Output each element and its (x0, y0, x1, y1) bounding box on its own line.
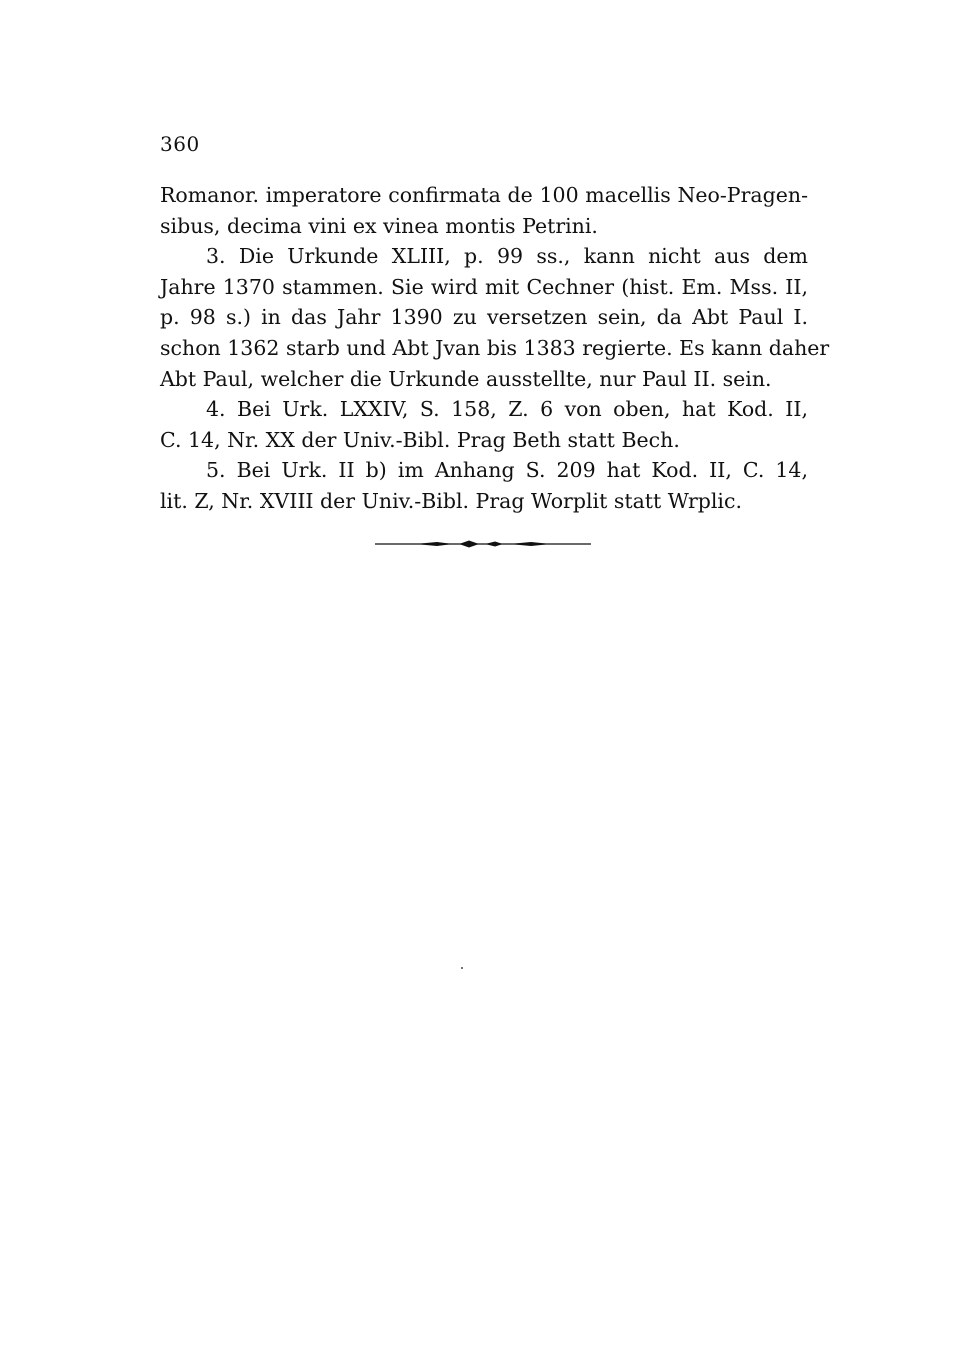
page-number: 360 (160, 132, 200, 156)
ornament-divider (375, 537, 591, 551)
text-line-2: sibus, decima vini ex vinea montis Petrini. (160, 213, 598, 238)
text-line-5: p. 98 s.) in das Jahr 1390 zu versetzen sein, da Abt Paul I. (160, 305, 808, 330)
text-line-10: 5. Bei Urk. II b) im Anhang S. 209 hat Kod. II, C. 14, (206, 458, 808, 483)
body-text (160, 180, 830, 517)
text-line-11: lit. Z, Nr. XVIII der Univ.-Bibl. Prag Worplit statt Wrplic. (160, 488, 742, 513)
text-line-8: 4. Bei Urk. LXXIV, S. 158, Z. 6 von oben, hat Kod. II, (206, 397, 808, 422)
text-line-3: 3. Die Urkunde XLIII, p. 99 ss., kann nicht aus dem (206, 244, 808, 269)
paper-speck (461, 967, 463, 969)
text-line-9: C. 14, Nr. XX der Univ.-Bibl. Prag Beth statt Bech. (160, 427, 680, 452)
text-line-6: schon 1362 starb und Abt Jvan bis 1383 regierte. Es kann daher (160, 335, 830, 360)
text-line-4: Jahre 1370 stammen. Sie wird mit Cechner (hist. Em. Mss. II, (160, 274, 808, 299)
text-line-7: Abt Paul, welcher die Urkunde ausstellte, nur Paul II. sein. (160, 366, 772, 391)
text-line-1: Romanor. imperatore confirmata de 100 macellis Neo-Pragen- (160, 183, 808, 207)
